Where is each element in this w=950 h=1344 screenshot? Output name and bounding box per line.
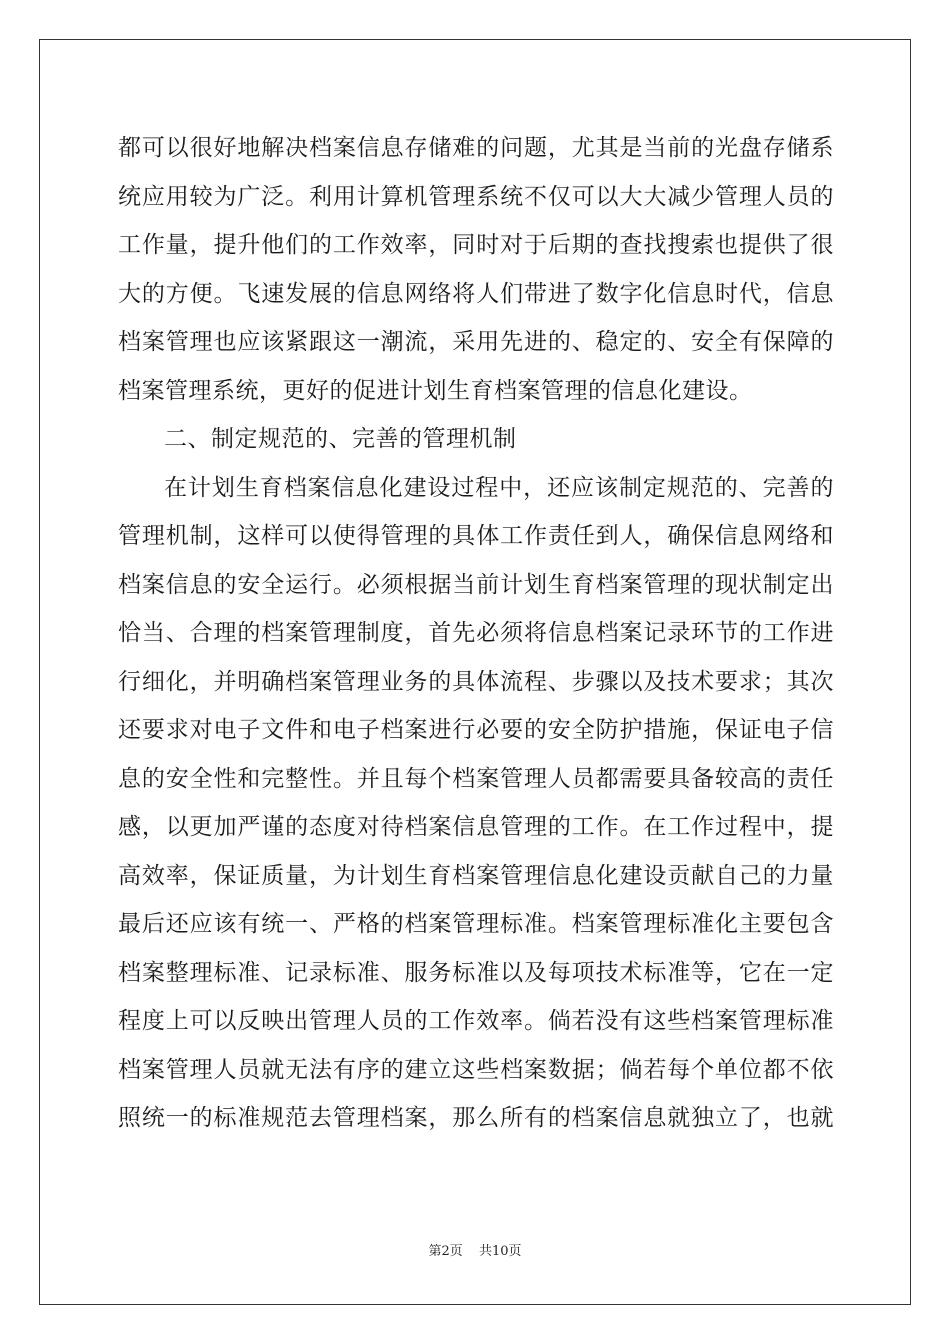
body-line: 程度上可以反映出管理人员的工作效率。倘若没有这些档案管理标准	[118, 1008, 834, 1034]
body-line: 工作量，提升他们的工作效率，同时对于后期的查找搜索也提供了很	[118, 232, 834, 258]
section-heading: 二、制定规范的、完善的管理机制	[164, 426, 517, 452]
body-line: 都可以很好地解决档案信息存储难的问题，尤其是当前的光盘存储系	[118, 135, 834, 161]
page-number: 第2页	[428, 1244, 463, 1259]
page-footer	[0, 1240, 950, 1259]
body-line: 档案管理人员就无法有序的建立这些档案数据；倘若每个单位都不依	[118, 1056, 834, 1083]
body-line: 档案管理也应该紧跟这一潮流，采用先进的、稳定的、安全有保障的	[118, 329, 834, 355]
body-line: 照统一的标准规范去管理档案，那么所有的档案信息就独立了，也就	[118, 1105, 834, 1131]
body-line: 息的安全性和完整性。并且每个档案管理人员都需要具备较高的责任	[118, 765, 834, 792]
body-line: 行细化，并明确档案管理业务的具体流程、步骤以及技术要求；其次	[118, 668, 834, 695]
body-line: 统应用较为广泛。利用计算机管理系统不仅可以大大减少管理人员的	[118, 183, 834, 210]
total-pages: 共10页	[478, 1244, 522, 1259]
body-line: 最后还应该有统一、严格的档案管理标准。档案管理标准化主要包含	[118, 911, 834, 937]
body-line: 在计划生育档案信息化建设过程中，还应该制定规范的、完善的	[164, 474, 834, 501]
body-line: 档案管理系统，更好的促进计划生育档案管理的信息化建设。	[118, 377, 753, 404]
body-line: 恰当、合理的档案管理制度，首先必须将信息档案记录环节的工作进	[118, 620, 834, 646]
body-line: 档案信息的安全运行。必须根据当前计划生育档案管理的现状制定出	[118, 571, 834, 598]
body-line: 管理机制，这样可以使得管理的具体工作责任到人，确保信息网络和	[118, 523, 834, 549]
body-line: 档案整理标准、记录标准、服务标准以及每项技术标准等，它在一定	[118, 959, 834, 986]
body-line: 感，以更加严谨的态度对待档案信息管理的工作。在工作过程中，提	[118, 814, 834, 840]
document-body	[118, 124, 834, 1143]
body-line: 还要求对电子文件和电子档案进行必要的安全防护措施，保证电子信	[118, 717, 834, 743]
body-line: 高效率，保证质量，为计划生育档案管理信息化建设贡献自己的力量	[118, 862, 834, 889]
body-line: 大的方便。飞速发展的信息网络将人们带进了数字化信息时代，信息	[118, 280, 834, 307]
